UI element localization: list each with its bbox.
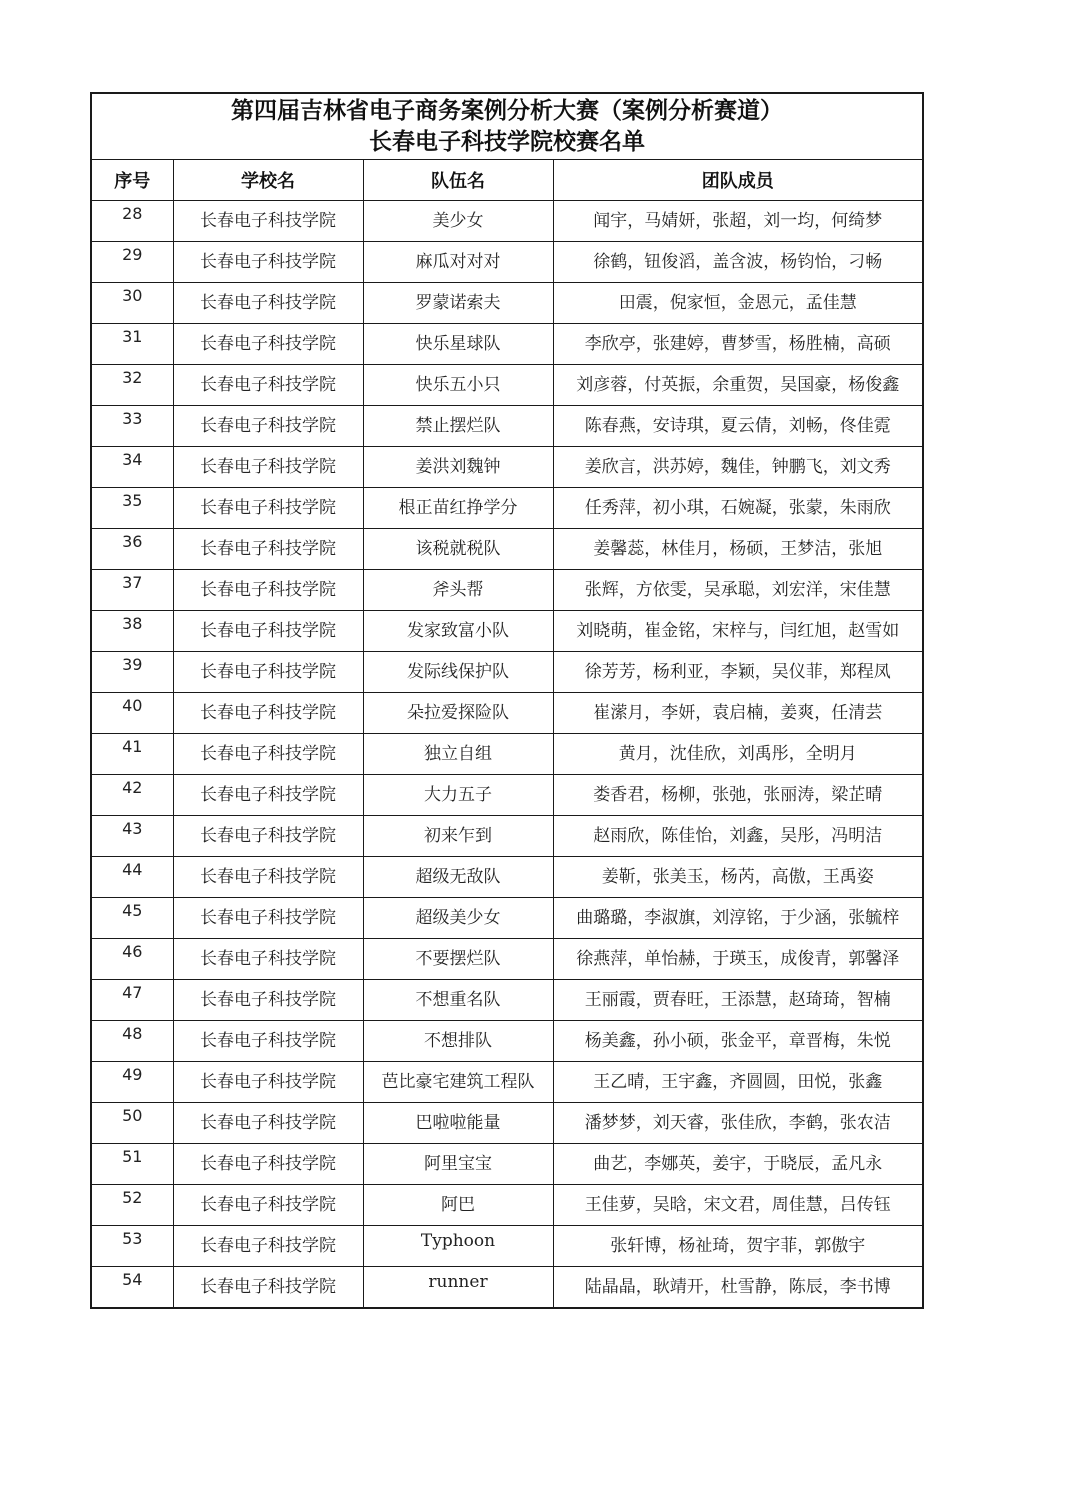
row-school-cell: 长春电子科技学院 [173,1020,363,1061]
row-team-cell: 快乐星球队 [363,323,553,364]
table-row [92,528,922,569]
table-row [92,446,922,487]
row-school-cell: 长春电子科技学院 [173,979,363,1020]
row-index-cell: 49 [92,1061,173,1102]
table-header-row [92,160,922,200]
table-row [92,897,922,938]
table-row [92,323,922,364]
row-index-cell: 50 [92,1102,173,1143]
row-index-cell: 34 [92,446,173,487]
row-members-cell: 姜靳，张美玉，杨芮，高傲，王禹姿 [553,856,922,897]
row-school-cell: 长春电子科技学院 [173,487,363,528]
row-members-cell: 李欣亭，张建婷，曹梦雪，杨胜楠，高硕 [553,323,922,364]
row-school-cell: 长春电子科技学院 [173,364,363,405]
row-index-cell: 44 [92,856,173,897]
row-members-cell: 赵雨欣，陈佳怡，刘鑫，吴彤，冯明洁 [553,815,922,856]
table-row [92,979,922,1020]
header-index: 序号 [92,160,173,200]
row-school-cell: 长春电子科技学院 [173,1102,363,1143]
row-team-cell: 该税就税队 [363,528,553,569]
table-row [92,405,922,446]
header-members: 团队成员 [553,160,922,200]
table-row [92,692,922,733]
row-team-cell: 美少女 [363,200,553,241]
row-school-cell: 长春电子科技学院 [173,1266,363,1307]
row-team-cell: 阿巴 [363,1184,553,1225]
row-school-cell: 长春电子科技学院 [173,528,363,569]
row-members-cell: 曲璐璐，李淑旗，刘淳铭，于少涵，张毓梓 [553,897,922,938]
row-index-cell: 43 [92,815,173,856]
row-school-cell: 长春电子科技学院 [173,1184,363,1225]
table-row [92,569,922,610]
row-index-cell: 51 [92,1143,173,1184]
row-school-cell: 长春电子科技学院 [173,323,363,364]
row-index-cell: 46 [92,938,173,979]
header-team: 队伍名 [363,160,553,200]
row-members-cell: 徐燕萍，单怡赫，于瑛玉，成俊青，郭馨泽 [553,938,922,979]
row-team-cell: 超级无敌队 [363,856,553,897]
row-school-cell: 长春电子科技学院 [173,733,363,774]
row-index-cell: 33 [92,405,173,446]
row-index-cell: 41 [92,733,173,774]
row-team-cell: 斧头帮 [363,569,553,610]
table-row [92,282,922,323]
row-index-cell: 37 [92,569,173,610]
row-members-cell: 陆晶晶，耿靖开，杜雪静，陈辰，李书博 [584,1276,891,1297]
row-index-cell: 30 [92,282,173,323]
header-school: 学校名 [173,160,363,200]
row-team-cell: 朵拉爱探险队 [363,692,553,733]
table-row [92,1102,922,1143]
row-index-cell: 40 [92,692,173,733]
row-school-cell: 长春电子科技学院 [173,1061,363,1102]
row-index-cell: 47 [92,979,173,1020]
row-members-cell: 黄月，沈佳欣，刘禹彤，全明月 [553,733,922,774]
row-members-cell: 娄香君，杨柳，张弛，张丽涛，梁芷晴 [553,774,922,815]
table-body [92,200,922,1307]
row-index-cell: 42 [92,774,173,815]
row-school-cell: 长春电子科技学院 [173,856,363,897]
row-team-cell: 禁止摆烂队 [363,405,553,446]
table-row [92,1266,922,1307]
row-index-cell: 48 [92,1020,173,1061]
roster-table [92,160,922,1307]
row-team-cell: 发家致富小队 [363,610,553,651]
row-index-cell: 52 [92,1184,173,1225]
table-row [92,774,922,815]
table-row [92,651,922,692]
row-index-cell: 36 [92,528,173,569]
row-team-cell: 麻瓜对对对 [363,241,553,282]
row-team-cell: 超级美少女 [363,897,553,938]
row-members-cell: 张辉，方依雯，吴承聪，刘宏洋，宋佳慧 [553,569,922,610]
row-school-cell: 长春电子科技学院 [173,405,363,446]
row-members-cell: 姜馨蕊，林佳月，杨硕，王梦洁，张旭 [553,528,922,569]
row-members-cell: 王丽霞，贾春旺，王添慧，赵琦琦，智楠 [553,979,922,1020]
row-school-cell: 长春电子科技学院 [173,815,363,856]
row-school-cell: 长春电子科技学院 [173,241,363,282]
row-members-cell: 任秀萍，初小琪，石婉凝，张蒙，朱雨欣 [553,487,922,528]
row-members-cell: 徐芳芳，杨利亚，李颖，吴仪菲，郑程凤 [553,651,922,692]
row-team-cell: 大力五子 [363,774,553,815]
table-row [92,856,922,897]
row-index-cell: 38 [92,610,173,651]
row-index-cell: 35 [92,487,173,528]
row-team-cell: 独立自组 [363,733,553,774]
row-team-cell: 快乐五小只 [363,364,553,405]
row-school-cell: 长春电子科技学院 [173,774,363,815]
row-school-cell: 长春电子科技学院 [173,200,363,241]
row-team-cell: 巴啦啦能量 [363,1102,553,1143]
row-index-cell: 53 [92,1225,173,1266]
table-row [92,938,922,979]
table-row [92,364,922,405]
row-index-cell: 45 [92,897,173,938]
table-row [92,1061,922,1102]
row-team-cell: 阿里宝宝 [363,1143,553,1184]
roster-document [90,92,924,1309]
row-team-cell: 不想重名队 [363,979,553,1020]
row-members-cell: 曲艺，李娜英，姜宇，于晓辰，孟凡永 [553,1143,922,1184]
row-school-cell: 长春电子科技学院 [173,938,363,979]
row-team-cell: 不想排队 [363,1020,553,1061]
table-row [92,1143,922,1184]
table-row [92,1020,922,1061]
row-team-cell: 不要摆烂队 [363,938,553,979]
row-team-cell: 罗蒙诺索夫 [363,282,553,323]
row-members-cell: 姜欣言，洪苏婷，魏佳，钟鹏飞，刘文秀 [553,446,922,487]
row-school-cell: 长春电子科技学院 [173,610,363,651]
table-row [92,241,922,282]
row-index-cell: 31 [92,323,173,364]
row-school-cell: 长春电子科技学院 [173,569,363,610]
row-school-cell: 长春电子科技学院 [173,897,363,938]
title-line-1: 第四届吉林省电子商务案例分析大赛（案例分析赛道） [231,98,783,124]
row-members-cell: 刘晓萌，崔金铭，宋梓与，闫红旭，赵雪如 [553,610,922,651]
row-members-cell: 闻宇，马婧妍，张超，刘一均，何绮梦 [553,200,922,241]
table-row [92,487,922,528]
row-team-cell: 姜洪刘魏钟 [363,446,553,487]
row-members-cell: 田震，倪家恒，金恩元，孟佳慧 [553,282,922,323]
table-row [92,1184,922,1225]
row-school-cell: 长春电子科技学院 [173,282,363,323]
row-school-cell: 长春电子科技学院 [173,651,363,692]
row-index-cell: 28 [92,200,173,241]
row-members-cell: 徐鹤，钮俊滔，盖含波，杨钧怡，刁畅 [553,241,922,282]
row-team-cell: 初来乍到 [363,815,553,856]
row-index-cell: 54 [92,1266,173,1307]
row-index-cell: 39 [92,651,173,692]
row-team-cell: Typhoon [363,1225,553,1266]
row-team-cell: runner [363,1266,553,1307]
row-members-cell: 杨美鑫，孙小硕，张金平，章晋梅，朱悦 [553,1020,922,1061]
row-members-cell: 陈春燕，安诗琪，夏云倩，刘畅，佟佳霓 [553,405,922,446]
row-school-cell: 长春电子科技学院 [173,1225,363,1266]
title-line-2: 长春电子科技学院校赛名单 [369,129,645,155]
row-index-cell: 29 [92,241,173,282]
row-members-cell: 崔潆月，李妍，袁启楠，姜爽，任清芸 [553,692,922,733]
row-school-cell: 长春电子科技学院 [173,692,363,733]
document-title [92,94,922,160]
row-members-cell: 潘梦梦，刘天睿，张佳欣，李鹤，张农洁 [553,1102,922,1143]
table-row [92,733,922,774]
table-row [92,200,922,241]
row-team-cell: 根正苗红挣学分 [363,487,553,528]
row-school-cell: 长春电子科技学院 [173,446,363,487]
table-row [92,1225,922,1266]
row-index-cell: 32 [92,364,173,405]
table-row [92,815,922,856]
row-school-cell: 长春电子科技学院 [173,1143,363,1184]
row-members-cell: 王佳萝，吴晗，宋文君，周佳慧，吕传钰 [553,1184,922,1225]
row-members-cell: 张轩博，杨祉琦，贺宇菲，郭傲宇 [553,1225,922,1266]
row-team-cell: 芭比豪宅建筑工程队 [363,1061,553,1102]
row-members-cell: 王乙晴，王宇鑫，齐圆圆，田悦，张鑫 [553,1061,922,1102]
row-team-cell: 发际线保护队 [363,651,553,692]
table-row [92,610,922,651]
row-members-cell: 刘彦蓉，付英振，余重贺，吴国豪，杨俊鑫 [553,364,922,405]
